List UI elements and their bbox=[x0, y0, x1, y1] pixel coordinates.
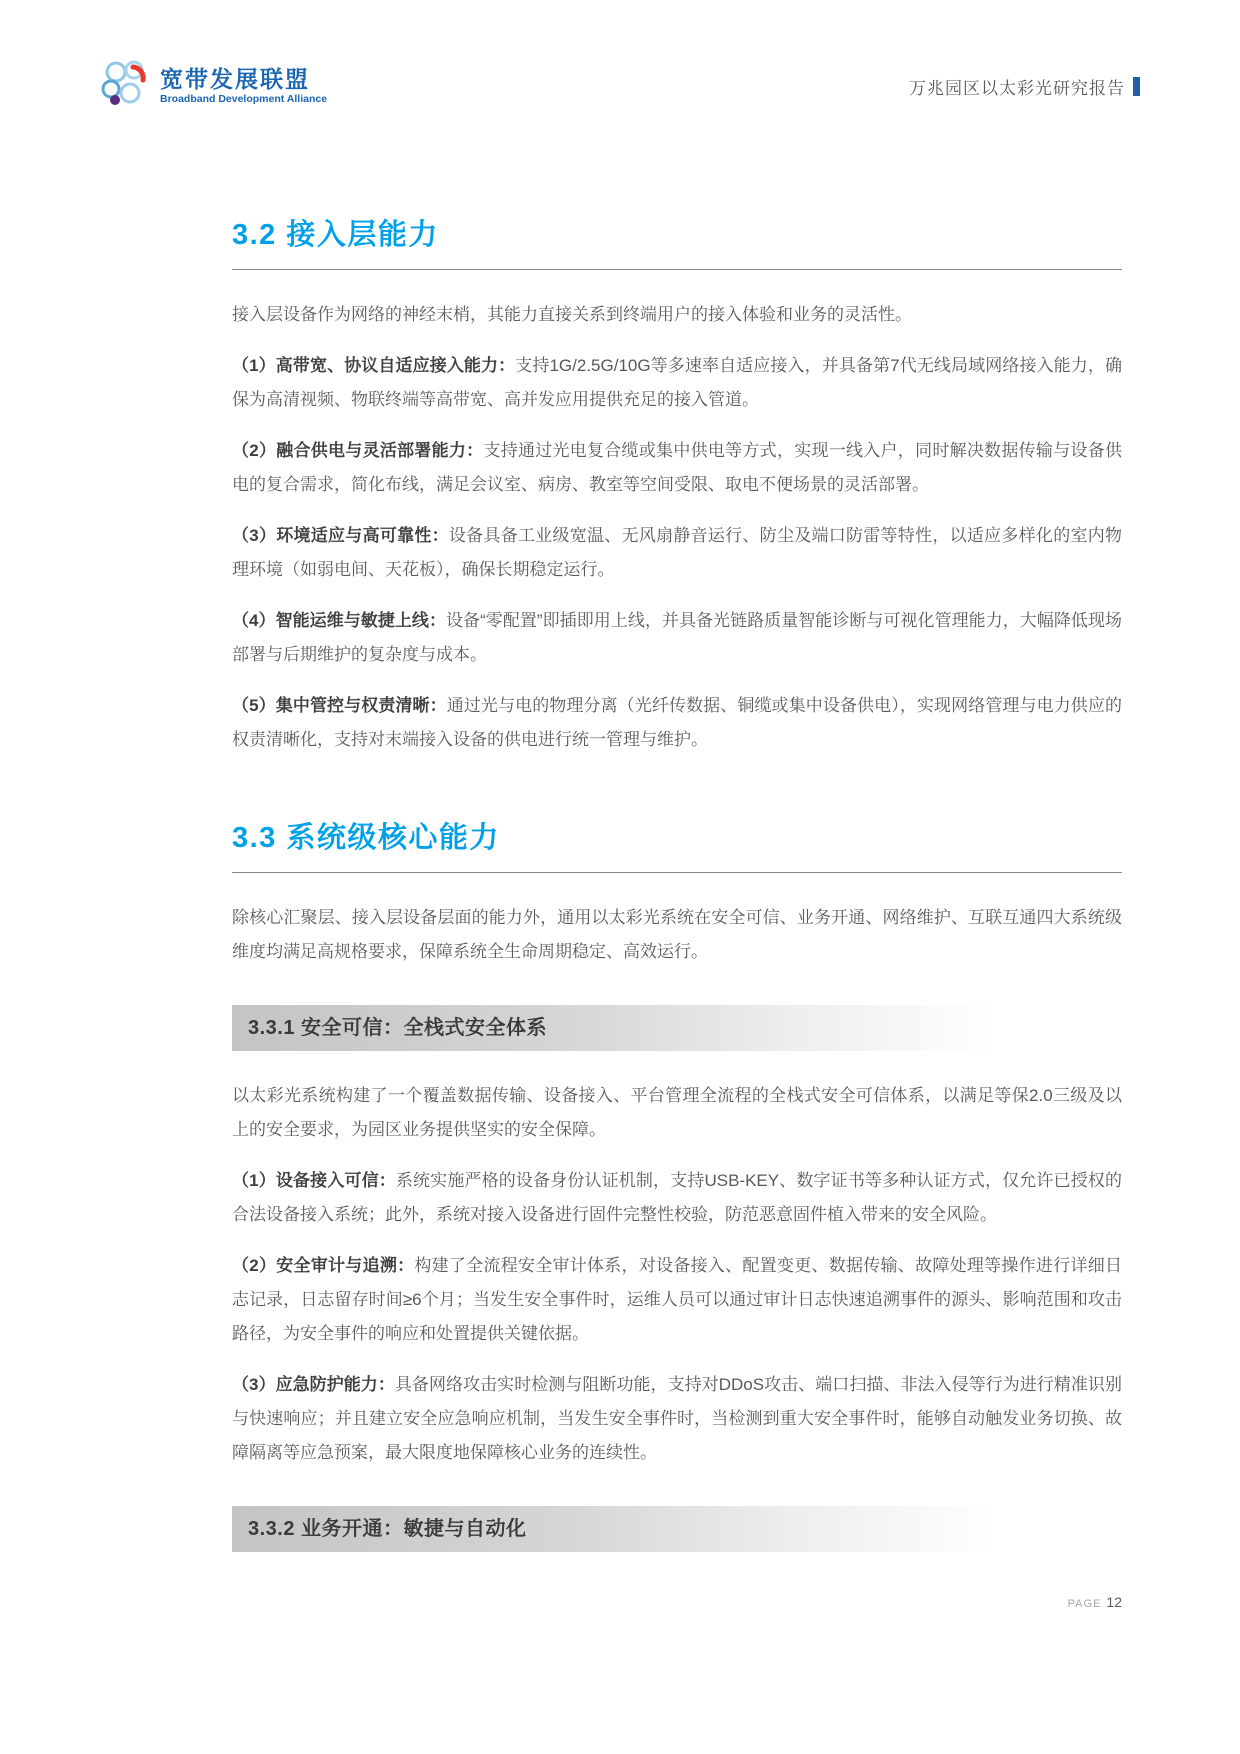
logo-title: 宽带发展联盟 bbox=[160, 65, 310, 92]
section-3-3-intro: 除核心汇聚层、接入层设备层面的能力外，通用以太彩光系统在安全可信、业务开通、网络维护、互联互通四大系统级维度均满足高规格要求，保障系统全生命周期稳定、高效运行。 bbox=[232, 908, 1122, 961]
page-footer bbox=[1068, 1594, 1122, 1612]
logo-text bbox=[160, 67, 327, 105]
subsection-3-3-1-heading: 3.3.1 安全可信：全栈式安全体系 bbox=[232, 1005, 1122, 1051]
list-item-lead: （1）高带宽、协议自适应接入能力： bbox=[232, 356, 516, 375]
section-3-2-title: 3.2 接入层能力 bbox=[232, 219, 439, 251]
list-item-lead: （5）集中管控与权责清晰： bbox=[232, 696, 447, 715]
list-item-lead: （2）安全审计与追溯： bbox=[232, 1256, 415, 1275]
logo bbox=[100, 58, 327, 115]
list-item bbox=[232, 519, 1122, 587]
list-item-text: 系统实施严格的设备身份认证机制，支持USB-KEY、数字证书等多种认证方式，仅允许已授权的合法设备接入系统；此外，系统对接入设备进行固件完整性校验，防范恶意固件植入带来的安全风险。 bbox=[232, 1171, 1122, 1224]
list-item bbox=[232, 1164, 1122, 1232]
page-number: 12 bbox=[1106, 1594, 1122, 1610]
section-3-3-title: 3.3 系统级核心能力 bbox=[232, 822, 500, 854]
header-doc-title bbox=[909, 74, 1140, 99]
list-item-text: 支持1G/2.5G/10G等多速率自适应接入，并具备第7代无线局域网络接入能力，确保为高清视频、物联终端等高带宽、高并发应用提供充足的接入管道。 bbox=[232, 356, 1122, 409]
list-item-text: 具备网络攻击实时检测与阻断功能，支持对DDoS攻击、端口扫描、非法入侵等行为进行精准识别与快速响应；并且建立安全应急响应机制，当发生安全事件时，当检测到重大安全事件时，能够自动触发业务切换、故障隔离等应急预案，最大限度地保障核心业务的连续性。 bbox=[232, 1375, 1122, 1462]
list-item-text: 通过光与电的物理分离（光纤传数据、铜缆或集中设备供电），实现网络管理与电力供应的权责清晰化，支持对末端接入设备的供电进行统一管理与维护。 bbox=[232, 696, 1122, 749]
list-item-text: 支持通过光电复合缆或集中供电等方式，实现一线入户，同时解决数据传输与设备供电的复合需求，简化布线，满足会议室、病房、教室等空间受限、取电不便场景的灵活部署。 bbox=[232, 441, 1122, 494]
list-item-lead: （4）智能运维与敏捷上线： bbox=[232, 611, 446, 630]
list-item bbox=[232, 689, 1122, 757]
subsection-3-3-2-heading: 3.3.2 业务开通：敏捷与自动化 bbox=[232, 1506, 1122, 1552]
logo-subtitle: Broadband Development Alliance bbox=[160, 93, 328, 106]
doc-title-text: 万兆园区以太彩光研究报告 bbox=[909, 78, 1125, 98]
list-item-text: 构建了全流程安全审计体系，对设备接入、配置变更、数据传输、故障处理等操作进行详细日志记录，日志留存时间≥6个月；当发生安全事件时，运维人员可以通过审计日志快速追溯事件的源头、影响范围和攻击路径，为安全事件的响应和处置提供关键依据。 bbox=[232, 1256, 1122, 1343]
list-item bbox=[232, 604, 1122, 672]
list-item-lead: （3）环境适应与高可靠性： bbox=[232, 526, 449, 545]
list-item-text: 设备“零配置”即插即用上线，并具备光链路质量智能诊断与可视化管理能力，大幅降低现场部署与后期维护的复杂度与成本。 bbox=[232, 611, 1122, 664]
list-item bbox=[232, 1368, 1122, 1470]
broadband-alliance-logo-icon bbox=[100, 58, 152, 115]
list-item-lead: （2）融合供电与灵活部署能力： bbox=[232, 441, 484, 460]
main-content bbox=[232, 212, 1122, 1552]
section-3-2-divider bbox=[232, 269, 1122, 270]
section-3-2-intro: 接入层设备作为网络的神经末梢，其能力直接关系到终端用户的接入体验和业务的灵活性。 bbox=[232, 305, 912, 324]
section-3-3-divider bbox=[232, 872, 1122, 873]
list-item bbox=[232, 349, 1122, 417]
header-accent-bar bbox=[1133, 77, 1140, 96]
list-item-lead: （1）设备接入可信： bbox=[232, 1171, 396, 1190]
list-item-lead: （3）应急防护能力： bbox=[232, 1375, 395, 1394]
page-label: PAGE bbox=[1067, 1598, 1102, 1610]
page-header bbox=[0, 0, 1240, 116]
list-item bbox=[232, 434, 1122, 502]
list-item bbox=[232, 1249, 1122, 1351]
subsection-3-3-1-intro: 以太彩光系统构建了一个覆盖数据传输、设备接入、平台管理全流程的全栈式安全可信体系，以满足等保2.0三级及以上的安全要求，为园区业务提供坚实的安全保障。 bbox=[232, 1086, 1122, 1139]
list-item-text: 设备具备工业级宽温、无风扇静音运行、防尘及端口防雷等特性，以适应多样化的室内物理环境（如弱电间、天花板），确保长期稳定运行。 bbox=[232, 526, 1122, 579]
